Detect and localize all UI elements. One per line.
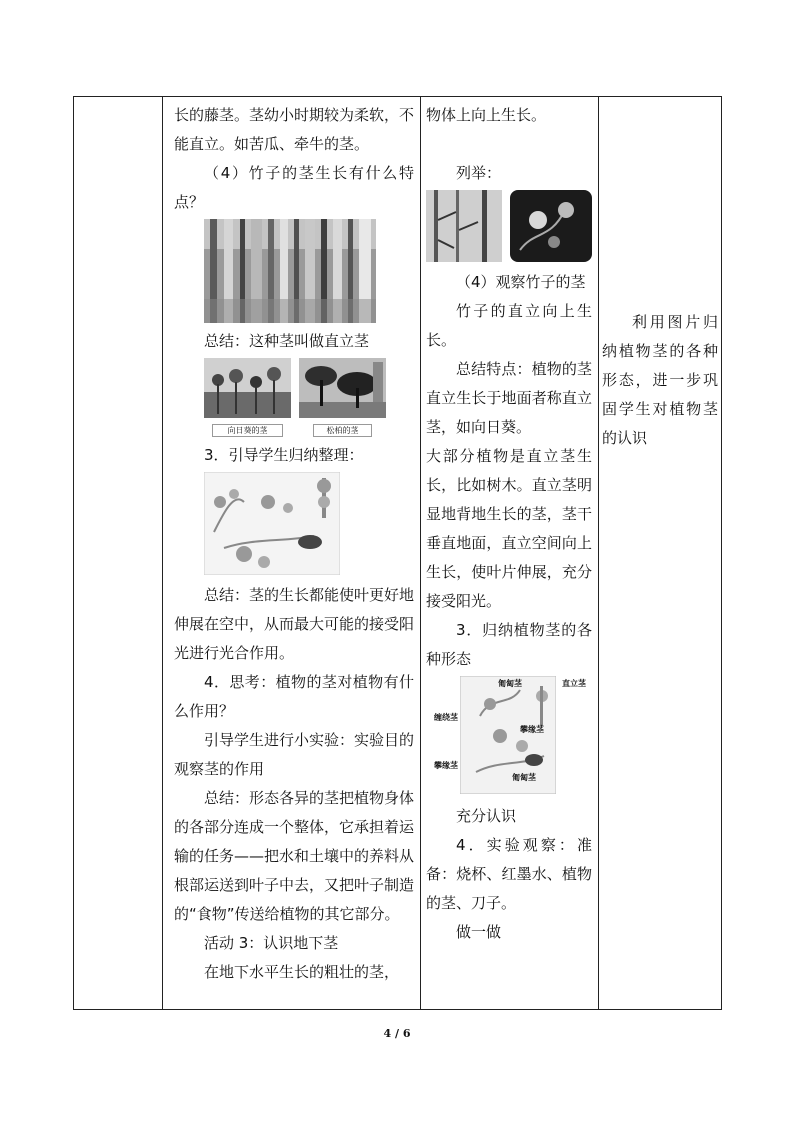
page-number: 4 / 6	[383, 1027, 411, 1040]
lesson-table	[73, 96, 722, 1010]
design-intent-text: 利用图片归纳植物茎的各种形态，进一步巩固学生对植物茎的认识	[602, 313, 718, 447]
label-upright: 直立茎	[562, 679, 586, 688]
bamboo-photo	[174, 219, 414, 323]
text-grow-upward: 物体上向上生长。	[426, 106, 547, 124]
teacher-activity-column	[168, 97, 420, 1009]
sunflower-photo	[204, 358, 291, 437]
text-vine-stem: 长的藤茎。茎幼小时期较为柔软，不能直立。如苦瓜、牵牛的茎。	[174, 106, 415, 153]
summary-stem-growth: 总结：茎的生长都能使叶更好地伸展在空中，从而最大可能的接受阳光进行光合作用。	[174, 586, 415, 662]
guide-experiment: 引导学生进行小实验：实验目的观察茎的作用	[174, 731, 415, 778]
upright-stem-photos	[174, 358, 414, 437]
design-intent-column	[598, 97, 722, 1009]
label-examples: 列举：	[456, 164, 502, 182]
step-4-experiment: 4．实验观察：准备：烧杯、红墨水、植物的茎、刀子。	[426, 836, 592, 912]
label-climbing-right: 攀缘茎	[520, 725, 544, 734]
stem-forms-diagram	[434, 676, 590, 796]
bamboo-leaf-photo	[426, 190, 502, 262]
step-3-stem-forms: 3．归纳植物茎的各种形态	[426, 621, 592, 668]
summary-features: 总结特点：植物的茎直立生长于地面者称直立茎，如向日葵。	[426, 360, 592, 436]
caption-sunflower: 向日葵的茎	[212, 424, 283, 437]
student-activity-column	[420, 97, 598, 1009]
label-climbing-left: 攀缘茎	[434, 761, 458, 770]
column-divider	[162, 97, 163, 1009]
text-do-it: 做一做	[456, 923, 502, 941]
summary-stem-function: 总结：形态各异的茎把植物身体的各部分连成一个整体，它承担着运输的任务——把水和土壤中的养料从根部运送到叶子中去，又把叶子制造的“食物”传送给植物的其它部分。	[174, 789, 415, 923]
step-3-organize: 3．引导学生归纳整理：	[204, 446, 364, 464]
stem-forms-illustration	[174, 472, 414, 575]
text-full-recognition: 充分认识	[456, 807, 517, 825]
label-runner-bottom: 匍匐茎	[512, 773, 536, 782]
morning-glory-photo	[510, 190, 592, 262]
activity-3-heading: 活动 3：认识地下茎	[204, 934, 339, 952]
text-most-plants: 大部分植物是直立茎生长，比如树木。直立茎明显地背地生长的茎，茎干垂直地面，直立空间向上生长，使叶片伸展，充分接受阳光。	[426, 447, 592, 610]
text-underground-stem: 在地下水平生长的粗壮的茎，	[204, 963, 400, 981]
empty-column	[74, 97, 162, 1009]
step-4-think: 4．思考：植物的茎对植物有什么作用？	[174, 673, 414, 720]
question-bamboo: （4）竹子的茎生长有什么特点？	[174, 164, 414, 211]
example-photos	[426, 190, 592, 262]
bamboo-upright: 竹子的直立向上生长。	[426, 302, 592, 349]
label-twining: 缠绕茎	[434, 713, 458, 722]
summary-upright-stem: 总结：这种茎叫做直立茎	[204, 332, 370, 350]
label-runner-top: 匍匐茎	[498, 679, 522, 688]
pine-photo	[299, 358, 386, 437]
observe-bamboo: （4）观察竹子的茎	[456, 273, 586, 291]
caption-pine: 松柏的茎	[313, 424, 372, 437]
